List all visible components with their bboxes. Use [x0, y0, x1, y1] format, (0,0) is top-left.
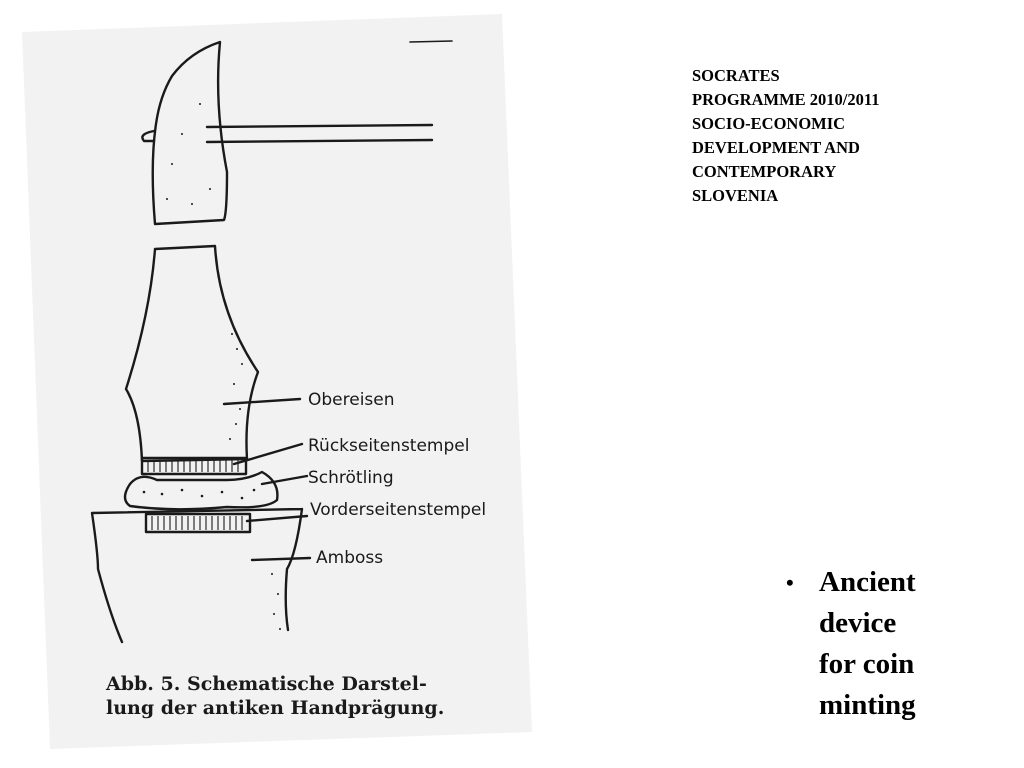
bullet-line: for coin — [819, 648, 915, 680]
header-line: CONTEMPORARY — [692, 162, 837, 181]
diagram-svg — [22, 14, 532, 749]
label-rueckseitenstempel: Rückseitenstempel — [308, 436, 470, 456]
coin-minting-diagram — [22, 14, 532, 749]
bullet-text — [819, 562, 916, 726]
scan-mark — [410, 41, 452, 42]
label-schroetling: Schrötling — [308, 468, 394, 488]
label-vorderseitenstempel: Vorderseitenstempel — [310, 500, 487, 520]
bullet-dot-icon: • — [786, 570, 794, 595]
header-line: DEVELOPMENT AND — [692, 138, 860, 157]
header-line: PROGRAMME 2010/2011 — [692, 90, 880, 109]
bullet-point — [786, 562, 916, 726]
scanned-paper — [22, 14, 532, 749]
header-line: SLOVENIA — [692, 186, 779, 205]
figure-caption-line-2: lung der antiken Handprägung. — [106, 697, 445, 719]
bullet-line: device — [819, 607, 897, 639]
label-obereisen: Obereisen — [308, 390, 395, 410]
header-line: SOCRATES — [692, 66, 780, 85]
figure-caption-line-1: Abb. 5. Schematische Darstel- — [106, 673, 427, 695]
bullet-line: minting — [819, 689, 916, 721]
bullet-line: Ancient — [819, 566, 916, 598]
label-amboss: Amboss — [316, 548, 384, 568]
slide-header — [692, 64, 992, 208]
header-line: SOCIO-ECONOMIC — [692, 114, 846, 133]
